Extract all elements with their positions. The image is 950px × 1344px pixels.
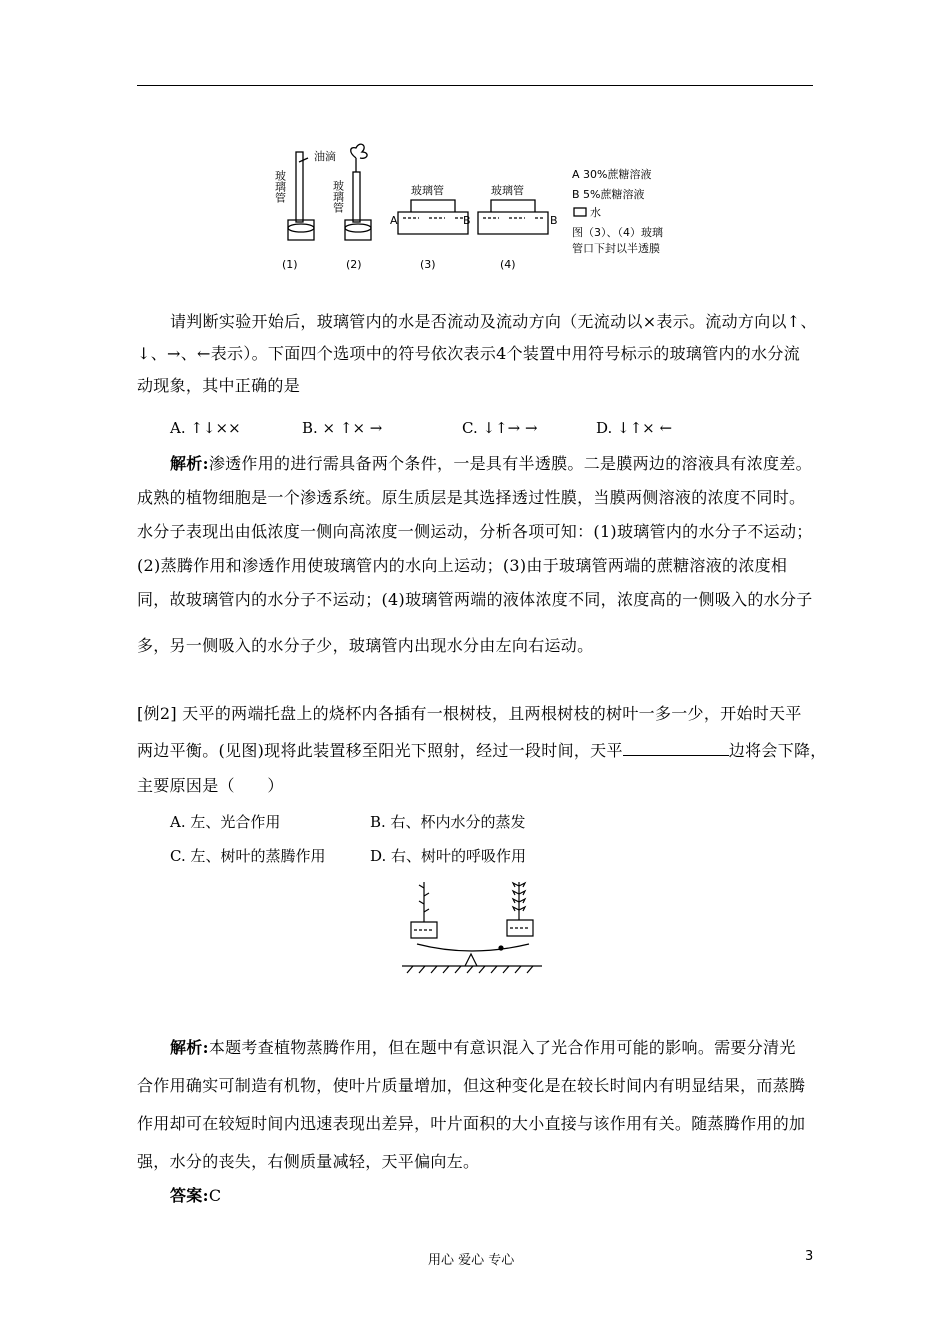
q2-line-3: 主要原因是（ ） [137,776,284,795]
tube4-label: 玻璃管 [491,184,524,197]
fig-num-4: (4) [500,258,516,271]
footer-motto: 用心 爱心 专心 [428,1253,515,1268]
q2-option-c: C. 左、树叶的蒸腾作用 [170,847,326,865]
tube1-label: 玻璃管 [273,170,287,203]
q1-option-d: D. ↓↑× ← [596,419,673,437]
glass-tube-1 [296,152,303,222]
oil-label: 油滴 [314,150,336,163]
q2-analysis-line-1 [170,1038,813,1058]
q1-analysis-line-5: 同，故玻璃管内的水分子不运动；(4)玻璃管两端的液体浓度不同，浓度高的一侧吸入的水分子 [137,590,813,609]
q2-analysis-line-2: 合作用确实可制造有机物，使叶片质量增加，但这种变化是在较长时间内有明显结果，而蒸腾 [137,1076,806,1095]
q1-analysis-line-4: (2)蒸腾作用和渗透作用使玻璃管内的水向上运动；(3)由于玻璃管两端的蔗糖溶液的浓度相 [137,556,788,575]
legend-note-1: 图（3）、（4）玻璃 [572,226,663,239]
answer-blank [623,740,729,756]
legend-a: A 30%蔗糖溶液 [572,168,652,181]
q1-analysis-label: 解析: [170,454,209,473]
q2-analysis-line-3: 作用却可在较短时间内迅速表现出差异，叶片面积的大小直接与该作用有关。随蒸腾作用的加 [137,1114,806,1133]
q1-line-3: 动现象，其中正确的是 [137,376,301,395]
answer-value: C [208,1186,222,1205]
glass-tube-3 [411,200,455,212]
answer-label: 答案: [170,1186,209,1205]
q1-option-b: B. × ↑× → [302,419,383,437]
q1-analysis-line-2: 成熟的植物细胞是一个渗透系统。原生质层是其选择透过性膜，当膜两侧溶液的浓度不同时。 [137,488,806,507]
glass-tube-4 [491,200,535,212]
q1-option-c: C. ↓↑→ → [462,419,538,437]
dish-1 [288,220,314,240]
label-a-3: A [390,214,398,227]
q1-analysis-line-1 [170,454,813,474]
container-4 [478,212,548,234]
q2-line-2-end: 边将会下降， [728,741,827,760]
plant-2 [351,144,367,172]
q2-line-2-start: 两边平衡。(见图)现将此装置移至阳光下照射，经过一段时间，天平 [137,741,623,760]
fig-num-2: (2) [346,258,362,271]
label-b-3: B [463,214,471,227]
page-number: 3 [805,1249,814,1264]
q2-analysis-text-1: 本题考查植物蒸腾作用，但在题中有意识混入了光合作用可能的影响。需要分清光 [208,1038,796,1057]
q1-analysis-line-3: 水分子表现出由低浓度一侧向高浓度一侧运动，分析各项可知：(1)玻璃管内的水分子不运动； [137,522,813,541]
legend-water: 水 [590,206,601,219]
legend-b: B 5%蔗糖溶液 [572,188,645,201]
dish-2 [345,220,371,240]
balance-figure [397,878,547,976]
q1-line-2: ↓、→、←表示）。下面四个选项中的符号依次表示4个装置中用符号标示的玻璃管内的水分流 [137,344,800,363]
header-rule [137,85,813,86]
q2-option-d: D. 右、树叶的呼吸作用 [370,847,527,865]
tube2-label: 玻璃管 [331,180,345,213]
q2-analysis-line-4: 强，水分的丧失，右侧质量减轻，天平偏向左。 [137,1152,480,1171]
legend-note-2: 管口下封以半透膜 [572,242,660,255]
q2-line-2 [137,740,827,761]
osmosis-apparatus-figure [268,140,708,280]
glass-tube-2 [353,172,360,222]
q2-option-b: B. 右、杯内水分的蒸发 [370,813,526,831]
q2-option-a: A. 左、光合作用 [170,813,281,831]
q2-line-1: [例2] 天平的两端托盘上的烧杯内各插有一根树枝，且两根树枝的树叶一多一少，开始时天平 [137,704,802,723]
fig-num-3: (3) [420,258,436,271]
q2-analysis-label: 解析: [170,1038,209,1057]
water-legend-swatch [574,208,586,216]
q1-analysis-line-6: 多，另一侧吸入的水分子少，玻璃管内出现水分由左向右运动。 [137,636,594,655]
q1-line-1: 请判断实验开始后，玻璃管内的水是否流动及流动方向（无流动以×表示。流动方向以↑、 [170,312,817,331]
q1-analysis-text-1: 渗透作用的进行需具备两个条件，一是具有半透膜。二是膜两边的溶液具有浓度差。 [208,454,812,473]
label-b-4: B [550,214,558,227]
container-3 [398,212,468,234]
tube3-label: 玻璃管 [411,184,444,197]
q1-option-a: A. ↑↓×× [170,419,241,437]
fig-num-1: (1) [282,258,298,271]
q2-answer [170,1186,813,1206]
